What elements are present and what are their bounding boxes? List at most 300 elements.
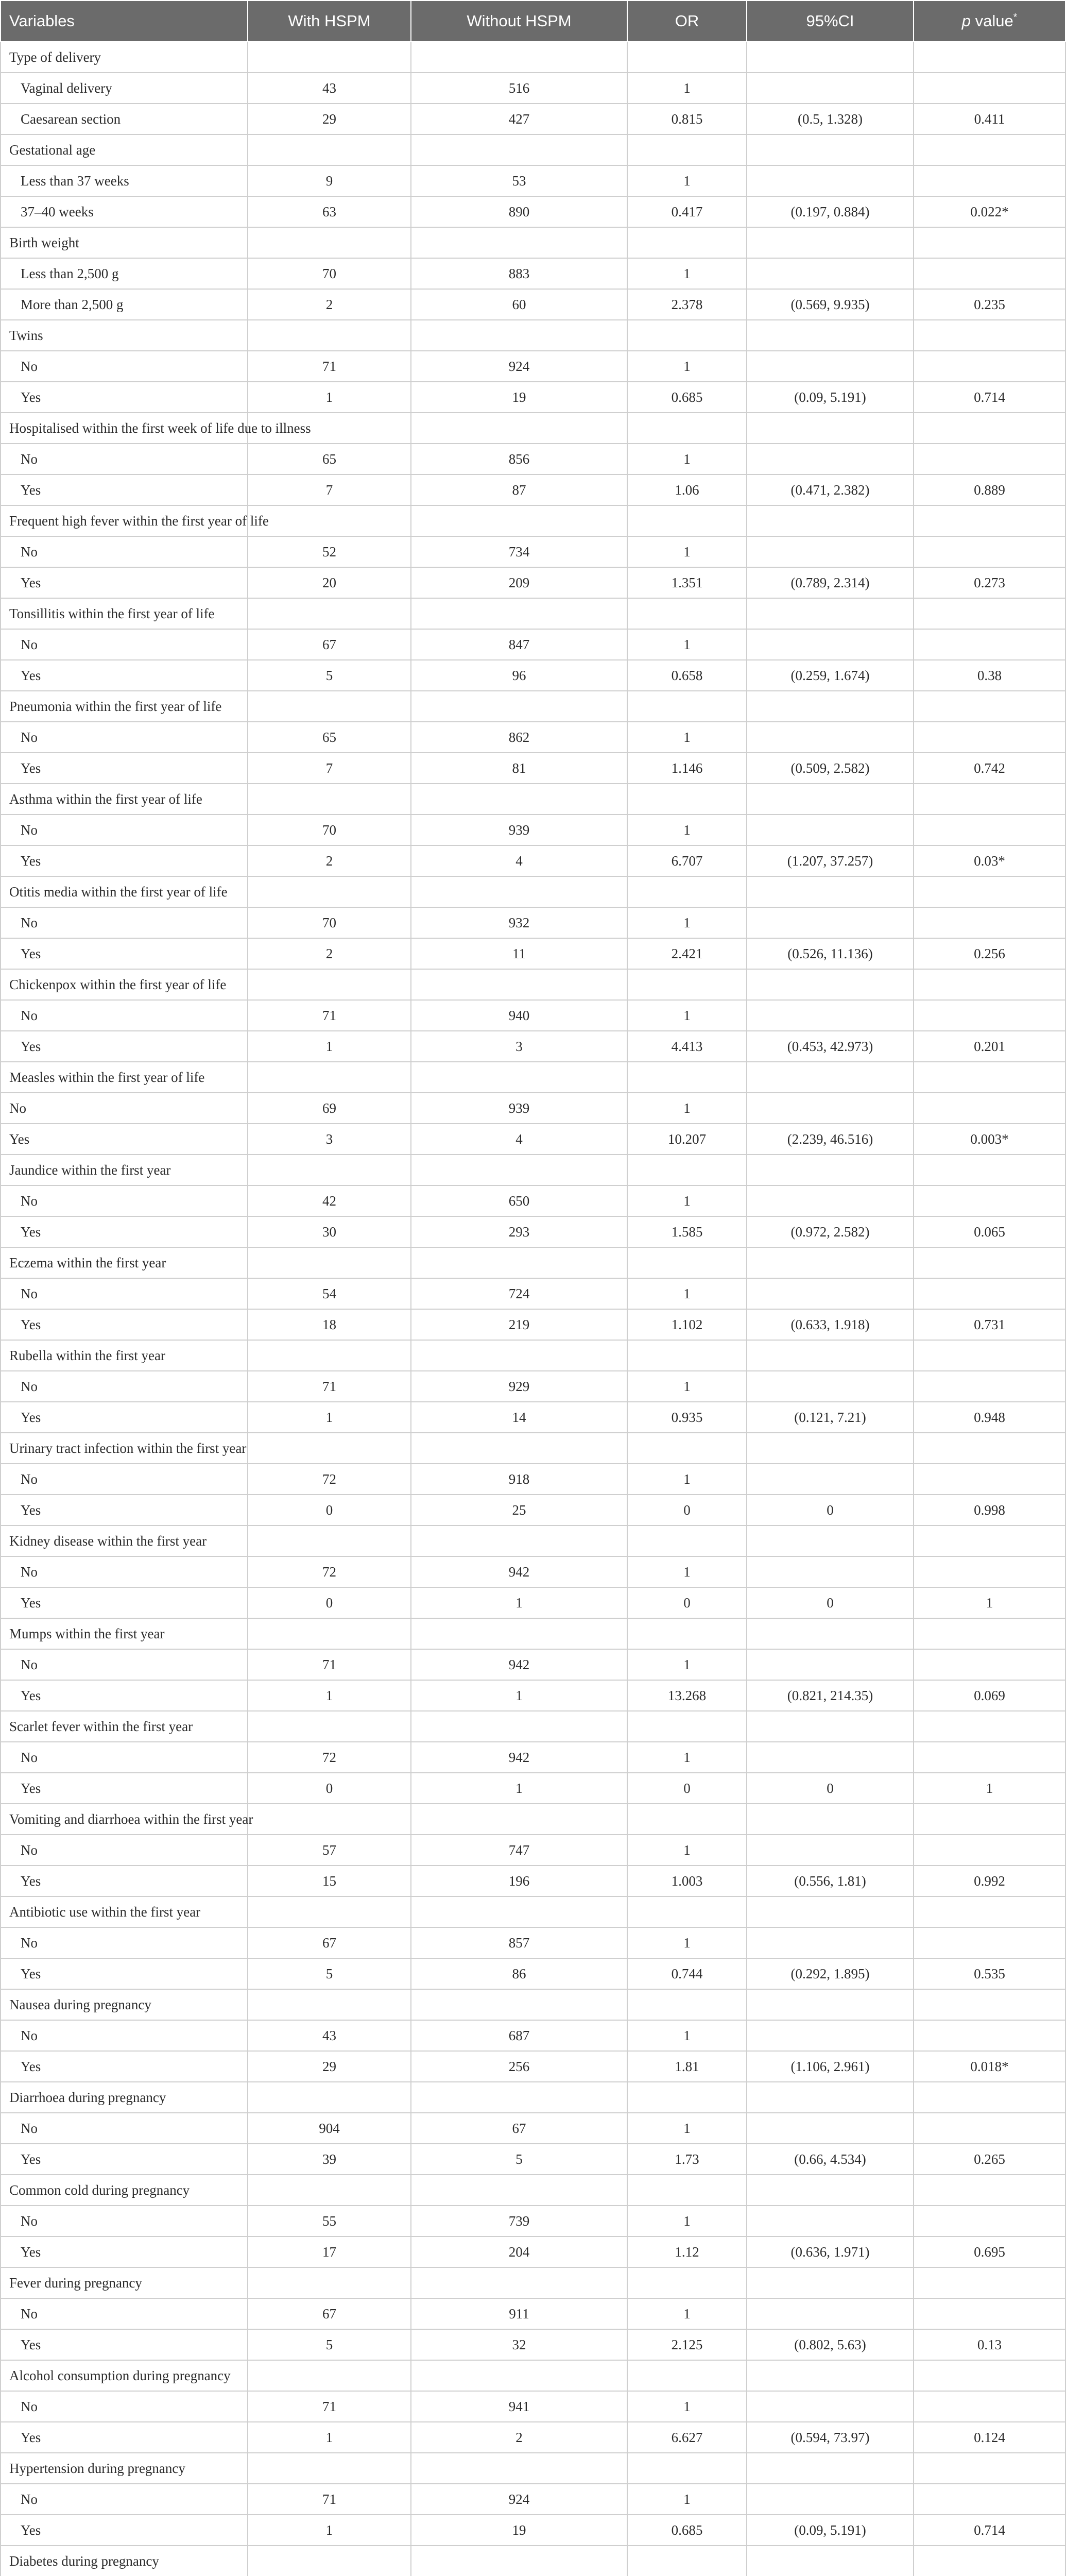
ci-cell (747, 165, 914, 196)
section-empty-cell (411, 876, 627, 907)
table-row (1, 1773, 1065, 1804)
ci-cell: (0.09, 5.191) (747, 2515, 914, 2546)
section-empty-cell (627, 2267, 747, 2298)
ci-cell: (0.259, 1.674) (747, 660, 914, 691)
without-hspm-cell: 19 (411, 2515, 627, 2546)
without-hspm-cell: 87 (411, 474, 627, 505)
or-cell: 1 (627, 1371, 747, 1402)
section-empty-cell (248, 2546, 411, 2576)
without-hspm-cell: 724 (411, 1278, 627, 1309)
section-empty-cell (747, 1804, 914, 1835)
ci-cell: (0.633, 1.918) (747, 1309, 914, 1340)
row-label: More than 2,500 g (1, 289, 248, 320)
with-hspm-cell: 72 (248, 1464, 411, 1495)
row-label: Yes (1, 1958, 248, 1989)
without-hspm-cell: 1 (411, 1587, 627, 1618)
p-value-cell: 0.273 (914, 567, 1065, 598)
row-label: Yes (1, 474, 248, 505)
or-cell: 1.06 (627, 474, 747, 505)
section-empty-cell (627, 598, 747, 629)
without-hspm-cell: 67 (411, 2113, 627, 2144)
section-empty-cell (747, 2546, 914, 2576)
ci-cell (747, 536, 914, 567)
with-hspm-cell: 71 (248, 1371, 411, 1402)
p-value-cell (914, 258, 1065, 289)
table-header (1, 1, 1065, 42)
section-empty-cell (747, 2082, 914, 2113)
or-cell: 1.81 (627, 2051, 747, 2082)
section-empty-cell (248, 1062, 411, 1093)
section-title: Diabetes during pregnancy (1, 2546, 248, 2576)
section-empty-cell (411, 598, 627, 629)
with-hspm-cell: 1 (248, 2515, 411, 2546)
p-value-cell (914, 907, 1065, 938)
section-title: Type of delivery (1, 42, 248, 73)
section-empty-cell (411, 2360, 627, 2391)
or-cell: 1 (627, 1464, 747, 1495)
ci-cell (747, 1835, 914, 1866)
section-empty-cell (914, 598, 1065, 629)
with-hspm-cell: 17 (248, 2236, 411, 2267)
without-hspm-cell: 918 (411, 1464, 627, 1495)
with-hspm-cell: 9 (248, 165, 411, 196)
section-empty-cell (914, 1526, 1065, 1556)
ci-cell: (0.471, 2.382) (747, 474, 914, 505)
section-row (1, 1896, 1065, 1927)
section-empty-cell (914, 1896, 1065, 1927)
row-label: Yes (1, 1309, 248, 1340)
with-hspm-cell: 2 (248, 289, 411, 320)
with-hspm-cell: 7 (248, 753, 411, 784)
or-cell: 1 (627, 629, 747, 660)
or-cell: 1 (627, 1093, 747, 1124)
section-empty-cell (248, 2453, 411, 2484)
section-row (1, 1433, 1065, 1464)
table-row (1, 351, 1065, 382)
section-empty-cell (248, 691, 411, 722)
without-hspm-cell: 4 (411, 845, 627, 876)
row-label: Yes (1, 753, 248, 784)
ci-cell: (0.5, 1.328) (747, 104, 914, 134)
p-value-cell (914, 1556, 1065, 1587)
or-cell: 0.685 (627, 382, 747, 413)
section-title: Urinary tract infection within the first year (1, 1433, 248, 1464)
or-cell: 0.935 (627, 1402, 747, 1433)
with-hspm-cell: 29 (248, 2051, 411, 2082)
section-title: Otitis media within the first year of life (1, 876, 248, 907)
section-empty-cell (627, 1062, 747, 1093)
or-cell: 1 (627, 2020, 747, 2051)
ci-cell: (0.821, 214.35) (747, 1680, 914, 1711)
header-without-hspm: Without HSPM (411, 1, 627, 42)
table-row (1, 1402, 1065, 1433)
or-cell: 1.146 (627, 753, 747, 784)
row-label: Yes (1, 2515, 248, 2546)
without-hspm-cell: 86 (411, 1958, 627, 1989)
ci-cell: (0.802, 5.63) (747, 2329, 914, 2360)
section-empty-cell (627, 691, 747, 722)
with-hspm-cell: 72 (248, 1556, 411, 1587)
section-empty-cell (411, 320, 627, 351)
or-cell: 1.73 (627, 2144, 747, 2175)
with-hspm-cell: 63 (248, 196, 411, 227)
table-row (1, 1309, 1065, 1340)
row-label: No (1, 1185, 248, 1216)
without-hspm-cell: 687 (411, 2020, 627, 2051)
section-empty-cell (914, 1155, 1065, 1185)
ci-cell: 0 (747, 1773, 914, 1804)
header-row (1, 1, 1065, 42)
with-hspm-cell: 65 (248, 444, 411, 474)
p-value-cell: 0.256 (914, 938, 1065, 969)
without-hspm-cell: 81 (411, 753, 627, 784)
section-empty-cell (248, 598, 411, 629)
row-label: Yes (1, 1495, 248, 1526)
table-row (1, 1742, 1065, 1773)
section-row (1, 969, 1065, 1000)
without-hspm-cell: 856 (411, 444, 627, 474)
p-value-cell (914, 1927, 1065, 1958)
table-row (1, 2422, 1065, 2453)
without-hspm-cell: 256 (411, 2051, 627, 2082)
section-empty-cell (411, 1340, 627, 1371)
table-row (1, 907, 1065, 938)
with-hspm-cell: 15 (248, 1866, 411, 1896)
section-empty-cell (627, 2175, 747, 2206)
section-title: Eczema within the first year (1, 1247, 248, 1278)
section-empty-cell (627, 1433, 747, 1464)
section-empty-cell (411, 2453, 627, 2484)
ci-cell (747, 815, 914, 845)
ci-cell: (2.239, 46.516) (747, 1124, 914, 1155)
ci-cell: (0.972, 2.582) (747, 1216, 914, 1247)
without-hspm-cell: 847 (411, 629, 627, 660)
row-label: Less than 37 weeks (1, 165, 248, 196)
section-empty-cell (914, 413, 1065, 444)
with-hspm-cell: 39 (248, 2144, 411, 2175)
ci-cell: (0.636, 1.971) (747, 2236, 914, 2267)
ci-cell (747, 2391, 914, 2422)
table-row (1, 196, 1065, 227)
section-empty-cell (248, 134, 411, 165)
section-empty-cell (248, 2175, 411, 2206)
row-label: No (1, 1371, 248, 1402)
section-empty-cell (914, 320, 1065, 351)
p-value-cell (914, 1464, 1065, 1495)
section-empty-cell (627, 2360, 747, 2391)
or-cell: 1 (627, 1185, 747, 1216)
or-cell: 1 (627, 73, 747, 104)
table-row (1, 567, 1065, 598)
section-empty-cell (747, 876, 914, 907)
row-label: Yes (1, 1680, 248, 1711)
section-title: Twins (1, 320, 248, 351)
section-empty-cell (411, 1247, 627, 1278)
or-cell: 2.125 (627, 2329, 747, 2360)
section-title: Diarrhoea during pregnancy (1, 2082, 248, 2113)
section-row (1, 320, 1065, 351)
section-row (1, 2360, 1065, 2391)
without-hspm-cell: 929 (411, 1371, 627, 1402)
with-hspm-cell: 1 (248, 382, 411, 413)
row-label: No (1, 1093, 248, 1124)
p-value-cell (914, 1000, 1065, 1031)
table-row (1, 474, 1065, 505)
section-empty-cell (248, 2360, 411, 2391)
p-value-cell: 0.022* (914, 196, 1065, 227)
section-empty-cell (411, 1711, 627, 1742)
table-row (1, 1000, 1065, 1031)
ci-cell: (0.66, 4.534) (747, 2144, 914, 2175)
table-row (1, 1649, 1065, 1680)
p-value-cell: 0.998 (914, 1495, 1065, 1526)
section-row (1, 2082, 1065, 2113)
table-row (1, 165, 1065, 196)
section-empty-cell (248, 1989, 411, 2020)
section-title: Fever during pregnancy (1, 2267, 248, 2298)
section-title: Nausea during pregnancy (1, 1989, 248, 2020)
section-empty-cell (747, 134, 914, 165)
without-hspm-cell: 1 (411, 1773, 627, 1804)
section-title: Jaundice within the first year (1, 1155, 248, 1185)
row-label: Yes (1, 2329, 248, 2360)
p-value-cell (914, 2206, 1065, 2236)
without-hspm-cell: 96 (411, 660, 627, 691)
header-variables: Variables (1, 1, 248, 42)
table-row (1, 1958, 1065, 1989)
with-hspm-cell: 5 (248, 660, 411, 691)
row-label: Yes (1, 1402, 248, 1433)
section-empty-cell (747, 1711, 914, 1742)
section-empty-cell (747, 1340, 914, 1371)
without-hspm-cell: 734 (411, 536, 627, 567)
with-hspm-cell: 5 (248, 2329, 411, 2360)
section-empty-cell (411, 1804, 627, 1835)
or-cell: 2.378 (627, 289, 747, 320)
header-or: OR (627, 1, 747, 42)
table-row (1, 289, 1065, 320)
row-label: Yes (1, 1587, 248, 1618)
section-empty-cell (627, 42, 747, 73)
ci-cell (747, 444, 914, 474)
p-value-cell (914, 165, 1065, 196)
ci-cell: (0.509, 2.582) (747, 753, 914, 784)
section-row (1, 1989, 1065, 2020)
section-empty-cell (411, 1155, 627, 1185)
ci-cell (747, 73, 914, 104)
ci-cell (747, 1278, 914, 1309)
p-value-cell: 0.714 (914, 382, 1065, 413)
ci-cell: (0.292, 1.895) (747, 1958, 914, 1989)
or-cell: 1.003 (627, 1866, 747, 1896)
section-row (1, 598, 1065, 629)
section-empty-cell (747, 227, 914, 258)
section-empty-cell (411, 1989, 627, 2020)
or-cell: 0.417 (627, 196, 747, 227)
section-empty-cell (411, 134, 627, 165)
table-row (1, 1185, 1065, 1216)
without-hspm-cell: 516 (411, 73, 627, 104)
section-empty-cell (627, 1896, 747, 1927)
section-empty-cell (248, 1711, 411, 1742)
or-cell: 0.658 (627, 660, 747, 691)
section-empty-cell (914, 134, 1065, 165)
or-cell: 1 (627, 907, 747, 938)
section-row (1, 1618, 1065, 1649)
ci-cell (747, 722, 914, 753)
or-cell: 1 (627, 2391, 747, 2422)
section-empty-cell (747, 598, 914, 629)
section-empty-cell (914, 2175, 1065, 2206)
with-hspm-cell: 0 (248, 1495, 411, 1526)
or-cell: 1 (627, 536, 747, 567)
with-hspm-cell: 0 (248, 1773, 411, 1804)
section-title: Birth weight (1, 227, 248, 258)
row-label: No (1, 2113, 248, 2144)
section-title: Antibiotic use within the first year (1, 1896, 248, 1927)
table-row (1, 1216, 1065, 1247)
with-hspm-cell: 904 (248, 2113, 411, 2144)
section-empty-cell (411, 2546, 627, 2576)
section-empty-cell (747, 1247, 914, 1278)
section-empty-cell (627, 1989, 747, 2020)
ci-cell: (0.197, 0.884) (747, 196, 914, 227)
p-value-cell (914, 1742, 1065, 1773)
without-hspm-cell: 427 (411, 104, 627, 134)
section-row (1, 784, 1065, 815)
section-empty-cell (627, 413, 747, 444)
section-title: Measles within the first year of life (1, 1062, 248, 1093)
without-hspm-cell: 939 (411, 1093, 627, 1124)
ci-cell: (0.569, 9.935) (747, 289, 914, 320)
p-value-cell: 0.948 (914, 1402, 1065, 1433)
without-hspm-cell: 11 (411, 938, 627, 969)
table-row (1, 104, 1065, 134)
section-empty-cell (627, 784, 747, 815)
with-hspm-cell: 43 (248, 73, 411, 104)
ci-cell: (0.526, 11.136) (747, 938, 914, 969)
p-value-cell (914, 1835, 1065, 1866)
section-row (1, 505, 1065, 536)
section-empty-cell (248, 784, 411, 815)
section-empty-cell (411, 2267, 627, 2298)
or-cell: 1 (627, 2298, 747, 2329)
section-empty-cell (914, 1062, 1065, 1093)
with-hspm-cell: 1 (248, 2422, 411, 2453)
table-row (1, 1031, 1065, 1062)
or-cell: 0.685 (627, 2515, 747, 2546)
section-empty-cell (627, 2546, 747, 2576)
row-label: No (1, 629, 248, 660)
row-label: No (1, 536, 248, 567)
section-empty-cell (248, 2082, 411, 2113)
section-empty-cell (248, 1155, 411, 1185)
table-row (1, 2020, 1065, 2051)
section-title: Hypertension during pregnancy (1, 2453, 248, 2484)
table-row (1, 660, 1065, 691)
section-empty-cell (248, 42, 411, 73)
section-empty-cell (914, 1340, 1065, 1371)
row-label: Less than 2,500 g (1, 258, 248, 289)
p-value-cell (914, 1371, 1065, 1402)
table-row (1, 1587, 1065, 1618)
row-label: No (1, 722, 248, 753)
section-empty-cell (914, 1989, 1065, 2020)
section-empty-cell (411, 691, 627, 722)
section-row (1, 42, 1065, 73)
table-row (1, 73, 1065, 104)
or-cell: 0 (627, 1587, 747, 1618)
section-empty-cell (747, 1526, 914, 1556)
section-empty-cell (411, 505, 627, 536)
without-hspm-cell: 932 (411, 907, 627, 938)
or-cell: 1 (627, 1835, 747, 1866)
or-cell: 1 (627, 258, 747, 289)
p-value-cell (914, 1649, 1065, 1680)
ci-cell (747, 1649, 914, 1680)
without-hspm-cell: 19 (411, 382, 627, 413)
p-value-cell: 0.714 (914, 2515, 1065, 2546)
section-empty-cell (627, 876, 747, 907)
ci-cell (747, 2298, 914, 2329)
section-empty-cell (914, 2082, 1065, 2113)
table-row (1, 1556, 1065, 1587)
section-empty-cell (411, 1433, 627, 1464)
section-empty-cell (411, 969, 627, 1000)
section-empty-cell (248, 876, 411, 907)
ci-cell: (0.121, 7.21) (747, 1402, 914, 1433)
row-label: No (1, 1000, 248, 1031)
row-label: No (1, 2020, 248, 2051)
with-hspm-cell: 7 (248, 474, 411, 505)
section-row (1, 2546, 1065, 2576)
table-row (1, 2298, 1065, 2329)
section-title: Gestational age (1, 134, 248, 165)
with-hspm-cell: 18 (248, 1309, 411, 1340)
with-hspm-cell: 57 (248, 1835, 411, 1866)
section-empty-cell (747, 2453, 914, 2484)
section-empty-cell (747, 2267, 914, 2298)
ci-cell (747, 629, 914, 660)
or-cell: 1 (627, 815, 747, 845)
ci-cell (747, 258, 914, 289)
p-value-cell (914, 1093, 1065, 1124)
p-value-cell: 1 (914, 1773, 1065, 1804)
table-row (1, 1124, 1065, 1155)
with-hspm-cell: 3 (248, 1124, 411, 1155)
table-row (1, 2515, 1065, 2546)
table-row (1, 258, 1065, 289)
header-p-value (914, 1, 1065, 42)
row-label: Yes (1, 2236, 248, 2267)
ci-cell: (0.556, 1.81) (747, 1866, 914, 1896)
p-value-cell (914, 1278, 1065, 1309)
or-cell: 10.207 (627, 1124, 747, 1155)
table-row (1, 536, 1065, 567)
table-row (1, 1495, 1065, 1526)
with-hspm-cell: 5 (248, 1958, 411, 1989)
table-row (1, 2206, 1065, 2236)
ci-cell: (0.789, 2.314) (747, 567, 914, 598)
section-empty-cell (248, 969, 411, 1000)
with-hspm-cell: 29 (248, 104, 411, 134)
without-hspm-cell: 25 (411, 1495, 627, 1526)
section-empty-cell (248, 320, 411, 351)
section-empty-cell (248, 1340, 411, 1371)
section-empty-cell (248, 1247, 411, 1278)
without-hspm-cell: 60 (411, 289, 627, 320)
section-empty-cell (914, 2360, 1065, 2391)
